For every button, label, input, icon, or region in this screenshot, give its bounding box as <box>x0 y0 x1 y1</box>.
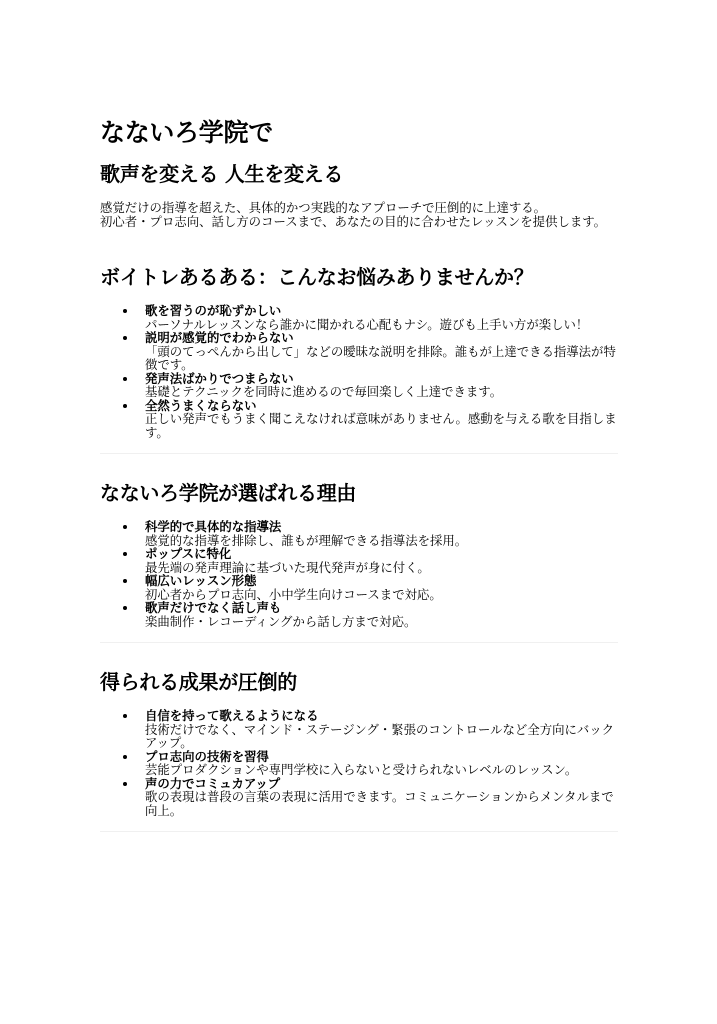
item-title: 歌を習うのが恥ずかしい <box>145 303 282 318</box>
item-title: 歌声だけでなく話し声も <box>145 600 282 615</box>
item-title: 幅広いレッスン形態 <box>145 573 257 588</box>
list-item <box>145 601 618 628</box>
page-title: なないろ学院で <box>100 118 273 147</box>
main-content <box>100 117 618 832</box>
section-heading: 得られる成果が圧倒的 <box>100 670 297 694</box>
list-item <box>145 304 618 331</box>
list-item <box>145 399 618 440</box>
reasons-list <box>100 520 618 628</box>
item-title: 発声法ばかりでつまらない <box>145 370 294 386</box>
page-subtitle: 歌声を変える 人生を変える <box>100 162 344 186</box>
item-title: 全然うまくならない <box>145 397 257 413</box>
item-description: 最先端の発声理論に基づいた現代発声が身に付く。 <box>145 559 430 575</box>
list-item <box>145 777 618 818</box>
item-title: ポップスに特化 <box>145 546 232 561</box>
item-description: 初心者からプロ志向、小中学生向けコースまで対応。 <box>145 586 442 602</box>
item-description: 感覚的な指導を排除し、誰もが理解できる指導法を採用。 <box>145 532 468 548</box>
item-description: 楽曲制作・レコーディングから話し方まで対応。 <box>145 613 417 629</box>
intro-line: 初心者・プロ志向、話し方のコースまで、あなたの目的に合わせたレッスンを提供します。 <box>100 213 607 229</box>
item-description: 基礎とテクニックを同時に進めるので毎回楽しく上達できます。 <box>145 384 503 399</box>
item-title: プロ志向の技術を習得 <box>145 748 269 764</box>
item-description: 歌の表現は普段の言葉の表現に活用できます。コミュニケーションからメンタルまで向上。 <box>145 789 614 818</box>
section-heading: ボイトレあるある：こんなお悩みありませんか？ <box>100 265 534 289</box>
item-title: 声の力でコミュカアップ <box>145 775 281 791</box>
section-reasons <box>100 480 618 643</box>
list-item <box>145 331 618 372</box>
item-title: 自信を持って歌えるようになる <box>145 708 319 723</box>
results-list <box>100 709 618 817</box>
intro-line: 感覚だけの指導を超えた、具体的かつ実践的なアプローチで圧倒的に上達する。 <box>100 200 547 215</box>
item-description: 技術だけでなく、マインド・ステージング・緊張のコントロールなど全方向にバックアップ。 <box>145 721 615 750</box>
item-description: パーソナルレッスンなら誰かに聞かれる心配もナシ。遊びも上手い方が楽しい！ <box>145 316 589 332</box>
item-description: 正しい発声でもうまく聞こえなければ意味がありません。感動を与える歌を目指します。 <box>145 411 617 440</box>
section-heading: なないろ学院が選ばれる理由 <box>100 481 357 505</box>
list-item <box>145 709 618 750</box>
item-title: 説明が感覚的でわからない <box>145 330 294 345</box>
list-item <box>145 372 618 399</box>
worries-list <box>100 304 618 439</box>
section-worries <box>100 264 618 454</box>
intro-text <box>100 201 618 228</box>
item-description: 「頭のてっぺんから出して」などの曖昧な説明を排除。誰もが上達できる指導法が特徴です。 <box>145 343 616 372</box>
list-item <box>145 520 618 547</box>
list-item <box>145 547 618 574</box>
list-item <box>145 750 618 777</box>
list-item <box>145 574 618 601</box>
section-results <box>100 669 618 832</box>
item-title: 科学的で具体的な指導法 <box>145 519 282 534</box>
item-description: 芸能プロダクションや専門学校に入らないと受けられないレベルのレッスン。 <box>145 762 578 777</box>
